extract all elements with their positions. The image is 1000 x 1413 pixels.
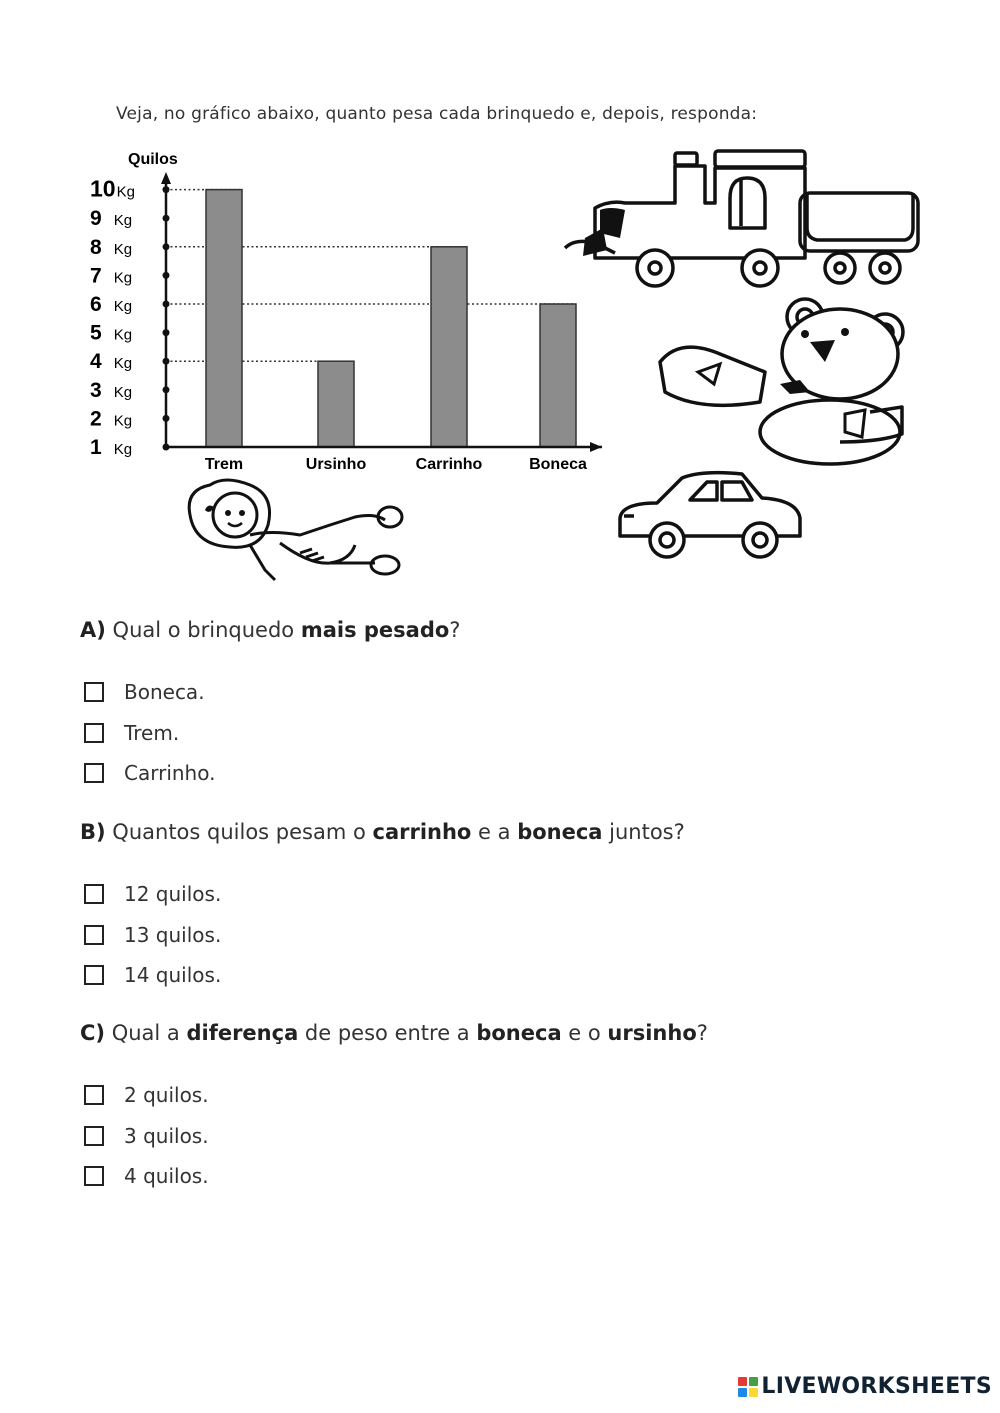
question-text: Qual a (111, 1021, 187, 1045)
bar-trem (206, 190, 242, 447)
y-tick-label: 6 Kg (90, 293, 133, 316)
y-tick-dot (163, 358, 170, 365)
question-letter: A) (80, 618, 106, 642)
logo-square-green (749, 1377, 758, 1386)
logo-text: LIVEWORKSHEETS (761, 1374, 992, 1399)
question-keyword: boneca (476, 1021, 562, 1045)
y-tick-dot (163, 415, 170, 422)
question-text: ? (696, 1021, 708, 1045)
instructions-text: Veja, no gráfico abaixo, quanto pesa cada brinquedo e, depois, responda: (116, 104, 758, 124)
answer-option[interactable] (84, 1123, 209, 1149)
teddy-bear-icon (640, 292, 910, 472)
x-tick-label: Carrinho (415, 456, 483, 473)
answer-option[interactable] (84, 679, 205, 705)
question-letter: C) (80, 1021, 106, 1045)
y-tick-dot (163, 386, 170, 393)
x-tick-label: Boneca (529, 456, 587, 473)
question-keyword: diferença (186, 1021, 299, 1045)
answer-checkbox[interactable] (84, 682, 104, 702)
y-axis-arrow (161, 172, 171, 184)
answer-label: 2 quilos. (124, 1083, 209, 1107)
answer-checkbox[interactable] (84, 925, 104, 945)
toy-car-icon (612, 468, 807, 563)
y-tick-dot (163, 243, 170, 250)
logo-square-red (738, 1377, 747, 1386)
question-a (80, 618, 460, 642)
y-tick-label: 8 Kg (90, 235, 133, 259)
x-axis-arrow (590, 442, 602, 452)
bar-boneca (540, 304, 576, 447)
y-axis-label: Quilos (128, 151, 178, 168)
bar-carrinho (431, 247, 467, 447)
logo-mark-icon (738, 1377, 758, 1397)
y-tick-label: 3 Kg (90, 378, 133, 402)
x-tick-label: Ursinho (305, 456, 367, 473)
question-text: e a (471, 820, 518, 844)
answer-label: Trem. (124, 721, 180, 745)
question-keyword: boneca (517, 820, 603, 844)
y-tick-label: 5 Kg (90, 321, 133, 345)
question-text: Quantos quilos pesam o (112, 820, 373, 844)
y-tick-label: 7 Kg (90, 264, 133, 288)
answer-option[interactable] (84, 720, 179, 746)
question-text: Qual o brinquedo (112, 618, 301, 642)
doll-icon (180, 475, 410, 585)
answer-label: 13 quilos. (124, 923, 222, 947)
question-keyword: mais pesado (300, 618, 450, 642)
answer-checkbox[interactable] (84, 1085, 104, 1105)
bar-ursinho (318, 361, 354, 447)
y-tick-label: 2 Kg (90, 407, 133, 431)
logo-square-yellow (749, 1388, 758, 1397)
answer-option[interactable] (84, 962, 221, 988)
y-tick-dot (163, 215, 170, 222)
answer-label: Carrinho. (124, 761, 216, 785)
answer-label: 12 quilos. (124, 882, 222, 906)
answer-label: 4 quilos. (124, 1164, 209, 1188)
y-tick-label: 9 Kg (90, 207, 133, 231)
question-text: juntos? (602, 820, 685, 844)
answer-option[interactable] (84, 1082, 209, 1108)
question-keyword: carrinho (372, 820, 472, 844)
y-tick-label: 10Kg (90, 175, 135, 202)
question-b (80, 820, 685, 844)
answer-option[interactable] (84, 1163, 209, 1189)
question-letter: B) (80, 820, 106, 844)
answer-checkbox[interactable] (84, 965, 104, 985)
y-tick-dot (163, 444, 170, 451)
y-tick-dot (163, 272, 170, 279)
y-tick-label: 4 Kg (90, 350, 133, 374)
answer-option[interactable] (84, 881, 221, 907)
answer-label: 14 quilos. (124, 963, 222, 987)
answer-checkbox[interactable] (84, 1166, 104, 1186)
liveworksheets-logo (738, 1374, 992, 1399)
answer-label: 3 quilos. (124, 1124, 209, 1148)
y-tick-dot (163, 329, 170, 336)
question-text: ? (449, 618, 461, 642)
question-c (80, 1021, 708, 1045)
x-tick-label: Trem (204, 456, 244, 473)
question-text: e o (561, 1021, 608, 1045)
y-tick-label: 1 Kg (90, 436, 133, 459)
answer-option[interactable] (84, 922, 221, 948)
answer-checkbox[interactable] (84, 884, 104, 904)
train-icon (555, 148, 925, 288)
y-tick-dot (163, 301, 170, 308)
question-text: de peso entre a (298, 1021, 477, 1045)
y-tick-dot (163, 186, 170, 193)
logo-square-blue (738, 1388, 747, 1397)
answer-label: Boneca. (124, 680, 205, 704)
answer-checkbox[interactable] (84, 1126, 104, 1146)
answer-checkbox[interactable] (84, 763, 104, 783)
answer-checkbox[interactable] (84, 723, 104, 743)
question-keyword: ursinho (607, 1021, 697, 1045)
answer-option[interactable] (84, 760, 215, 786)
bar-chart (80, 140, 610, 485)
